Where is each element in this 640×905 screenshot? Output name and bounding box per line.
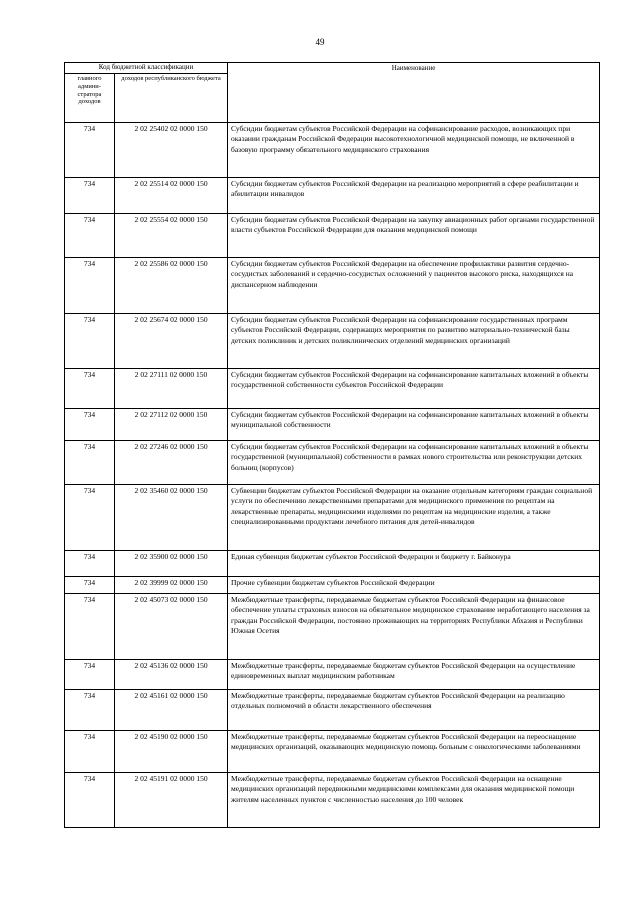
admin-code-cell: 734 xyxy=(65,594,115,660)
admin-code-cell: 734 xyxy=(65,314,115,369)
table-row xyxy=(65,441,600,485)
admin-code-cell: 734 xyxy=(65,178,115,214)
page-number: 49 xyxy=(315,37,325,47)
name-cell: Субсидии бюджетам субъектов Российской Федерации на обеспечение профилактики развития сердечно-сосудистых заболеваний и сердечно-сосудистых осложнений у пациентов высокого риска, находящихся на диспансерном наблюдении xyxy=(228,258,600,314)
income-code-cell: 2 02 45073 02 0000 150 xyxy=(115,594,228,660)
header-name: Наименование xyxy=(228,63,600,123)
name-cell: Субсидии бюджетам субъектов Российской Федерации на софинансирование капитальных вложений в объекты государственной (муниципальной) собственности в рамках нового строительства или реконструкции детских больниц (корпусов) xyxy=(228,441,600,485)
table-row xyxy=(65,314,600,369)
header-code-column: доходов республиканского бюджета xyxy=(115,74,228,123)
budget-classification-table xyxy=(64,62,600,828)
admin-code-cell: 734 xyxy=(65,660,115,690)
income-code-cell: 2 02 45161 02 0000 150 xyxy=(115,690,228,731)
table-row xyxy=(65,773,600,828)
income-code-cell: 2 02 39999 02 0000 150 xyxy=(115,577,228,594)
income-code-cell: 2 02 25514 02 0000 150 xyxy=(115,178,228,214)
income-code-cell: 2 02 27111 02 0000 150 xyxy=(115,369,228,409)
table-row xyxy=(65,660,600,690)
header-classification-code: Код бюджетной классификации xyxy=(65,63,228,74)
name-cell: Межбюджетные трансферты, передаваемые бюджетам субъектов Российской Федерации на осуществление единовременных выплат медицинским работникам xyxy=(228,660,600,690)
table-row xyxy=(65,485,600,551)
table-row xyxy=(65,369,600,409)
income-code-cell: 2 02 25402 02 0000 150 xyxy=(115,123,228,178)
admin-code-cell: 734 xyxy=(65,690,115,731)
table-row xyxy=(65,258,600,314)
table-row xyxy=(65,409,600,441)
table-row xyxy=(65,594,600,660)
name-cell: Субвенции бюджетам субъектов Российской Федерации на оказание отдельным категориям граждан социальной услуги по обеспечению лекарственными препаратами для медицинского применения по рецептам на лекарственные препараты, медицинскими изделиями по рецептам на медицинские изделия, а также специализированными продуктами лечебного питания для детей-инвалидов xyxy=(228,485,600,551)
name-cell: Прочие субвенции бюджетам субъектов Российской Федерации xyxy=(228,577,600,594)
name-cell: Межбюджетные трансферты, передаваемые бюджетам субъектов Российской Федерации на оснащение медицинских организаций передвижными медицинскими комплексами для оказания медицинской помощи жителям населенных пунктов с численностью населения до 100 человек xyxy=(228,773,600,828)
admin-code-cell: 734 xyxy=(65,258,115,314)
table-row xyxy=(65,214,600,258)
income-code-cell: 2 02 27246 02 0000 150 xyxy=(115,441,228,485)
income-code-cell: 2 02 35900 02 0000 150 xyxy=(115,551,228,577)
name-cell: Межбюджетные трансферты, передаваемые бюджетам субъектов Российской Федерации на переоснащение медицинских организаций, оказывающих медицинскую помощь больным с онкологическими заболеваниями xyxy=(228,731,600,773)
table-row xyxy=(65,123,600,178)
name-cell: Межбюджетные трансферты, передаваемые бюджетам субъектов Российской Федерации на финансовое обеспечение уплаты страховых взносов на обязательное медицинское страхование неработающего населения за граждан Российской Федерации, постоянно проживающих на территориях Республики Абхазия и Республики Южная Осетия xyxy=(228,594,600,660)
name-cell: Единая субвенция бюджетам субъектов Российской Федерации и бюджету г. Байконура xyxy=(228,551,600,577)
admin-code-cell: 734 xyxy=(65,369,115,409)
table-row xyxy=(65,551,600,577)
table-row xyxy=(65,577,600,594)
income-code-cell: 2 02 25586 02 0000 150 xyxy=(115,258,228,314)
name-cell: Субсидии бюджетам субъектов Российской Федерации на софинансирование капитальных вложений в объекты муниципальной собственности xyxy=(228,409,600,441)
income-code-cell: 2 02 35460 02 0000 150 xyxy=(115,485,228,551)
name-cell: Субсидии бюджетам субъектов Российской Федерации на реализацию мероприятий в сфере реабилитации и абилитации инвалидов xyxy=(228,178,600,214)
admin-code-cell: 734 xyxy=(65,441,115,485)
admin-code-cell: 734 xyxy=(65,551,115,577)
admin-code-cell: 734 xyxy=(65,485,115,551)
name-cell: Межбюджетные трансферты, передаваемые бюджетам субъектов Российской Федерации на реализацию отдельных полномочий в области лекарственного обеспечения xyxy=(228,690,600,731)
name-cell: Субсидии бюджетам субъектов Российской Федерации на софинансирование государственных программ субъектов Российской Федерации, содержащих мероприятия по развитию материально-технической базы детских поликлиник и детских поликлинических отделений медицинских организаций xyxy=(228,314,600,369)
admin-code-cell: 734 xyxy=(65,214,115,258)
header-admin-column: главного админи- стратора доходов xyxy=(65,74,115,123)
income-code-cell: 2 02 45190 02 0000 150 xyxy=(115,731,228,773)
income-code-cell: 2 02 45136 02 0000 150 xyxy=(115,660,228,690)
admin-code-cell: 734 xyxy=(65,731,115,773)
admin-code-cell: 734 xyxy=(65,409,115,441)
name-cell: Субсидии бюджетам субъектов Российской Федерации на закупку авиационных работ органами государственной власти субъектов Российской Федерации для оказания медицинской помощи xyxy=(228,214,600,258)
admin-code-cell: 734 xyxy=(65,123,115,178)
income-code-cell: 2 02 27112 02 0000 150 xyxy=(115,409,228,441)
table-row xyxy=(65,731,600,773)
name-cell: Субсидии бюджетам субъектов Российской Федерации на софинансирование расходов, возникающих при оказании гражданам Российской Федерации высокотехнологичной медицинской помощи, не включенной в базовую программу обязательного медицинского страхования xyxy=(228,123,600,178)
income-code-cell: 2 02 25674 02 0000 150 xyxy=(115,314,228,369)
table-row xyxy=(65,178,600,214)
income-code-cell: 2 02 45191 02 0000 150 xyxy=(115,773,228,828)
table-row xyxy=(65,690,600,731)
income-code-cell: 2 02 25554 02 0000 150 xyxy=(115,214,228,258)
admin-code-cell: 734 xyxy=(65,577,115,594)
admin-code-cell: 734 xyxy=(65,773,115,828)
name-cell: Субсидии бюджетам субъектов Российской Федерации на софинансирование капитальных вложений в объекты государственной собственности субъектов Российской Федерации xyxy=(228,369,600,409)
